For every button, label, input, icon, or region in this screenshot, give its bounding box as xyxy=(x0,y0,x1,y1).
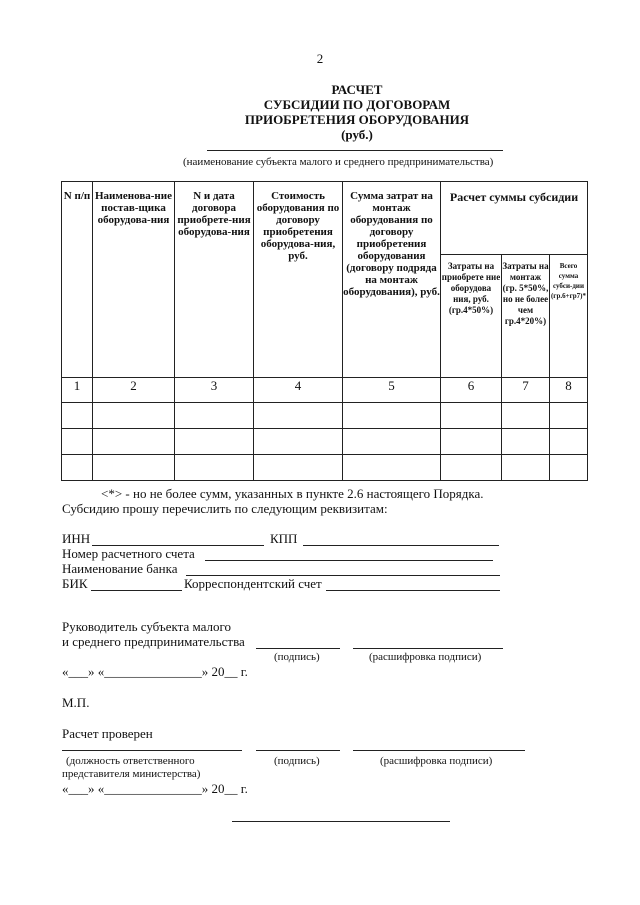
column-number: 8 xyxy=(550,378,588,403)
column-number: 4 xyxy=(254,378,343,403)
bik-field xyxy=(91,590,182,591)
subsidy-table xyxy=(61,181,588,481)
corr-account-label: Корреспондентский счет xyxy=(184,576,322,591)
corr-account-field xyxy=(326,590,500,591)
title-line-4: (руб.) xyxy=(341,127,373,142)
checked-label: Расчет проверен xyxy=(62,726,153,741)
date-line: «___» «_______________» 20__ г. xyxy=(62,664,248,679)
kpp-label: КПП xyxy=(270,531,298,546)
column-numbers-row xyxy=(62,378,588,403)
page-number: 2 xyxy=(316,51,324,66)
column-number: 2 xyxy=(93,378,175,403)
stamp-label: М.П. xyxy=(62,695,90,710)
header-number: N п/п xyxy=(62,182,93,378)
title-line-3: ПРИОБРЕТЕНИЯ ОБОРУДОВАНИЯ xyxy=(244,112,470,127)
subject-caption: (наименование субъекта малого и среднего предпринимательства) xyxy=(183,156,494,168)
table-row xyxy=(62,429,588,455)
decode-caption-2: (расшифровка подписи) xyxy=(380,755,493,767)
account-field xyxy=(205,560,493,561)
header-subsidy-group: Расчет суммы субсидии xyxy=(441,182,588,255)
head-label-line-2: и среднего предпринимательства xyxy=(62,634,245,649)
closing-line xyxy=(232,821,450,822)
title-line-2: СУБСИДИИ ПО ДОГОВОРАМ xyxy=(263,97,451,112)
header-contract: N и дата договора приобрете-ния оборудова-ния xyxy=(175,182,254,378)
header-supplier: Наименова-ние постав-щика оборудова-ния xyxy=(93,182,175,378)
checker-decode-field xyxy=(353,750,525,751)
position-field xyxy=(62,750,242,751)
head-decode-field xyxy=(353,648,503,649)
head-label-line-1: Руководитель субъекта малого xyxy=(62,619,231,634)
position-caption-line-2: представителя министерства) xyxy=(62,768,201,780)
subject-name-line xyxy=(207,150,503,151)
date-line-2: «___» «_______________» 20__ г. xyxy=(62,781,248,796)
sign-caption-2: (подпись) xyxy=(274,755,320,767)
position-caption-line-1: (должность ответственного xyxy=(66,755,195,767)
footnote: <*> - но не более сумм, указанных в пункте 2.6 настоящего Порядка. xyxy=(101,486,484,501)
table-row xyxy=(62,403,588,429)
request-text: Субсидию прошу перечислить по следующим реквизитам: xyxy=(62,501,388,516)
header-equipment-costs: Затраты на приобрете ние оборудова ния, руб. (гр.4*50%) xyxy=(441,255,502,378)
column-number: 6 xyxy=(441,378,502,403)
header-installation: Сумма затрат на монтаж оборудования по договору приобретения оборудования (договору подряда на монтаж оборудования), руб. xyxy=(343,182,441,378)
bank-label: Наименование банка xyxy=(62,561,178,576)
inn-label: ИНН xyxy=(62,531,91,546)
kpp-field xyxy=(303,545,499,546)
column-number: 1 xyxy=(62,378,93,403)
column-number: 7 xyxy=(502,378,550,403)
column-number: 5 xyxy=(343,378,441,403)
header-cost: Стоимость оборудования по договору приобретения оборудова-ния, руб. xyxy=(254,182,343,378)
head-signature-field xyxy=(256,648,340,649)
decode-caption: (расшифровка подписи) xyxy=(369,651,482,663)
title-line-1: РАСЧЕТ xyxy=(331,82,383,97)
bik-label: БИК xyxy=(62,576,88,591)
column-number: 3 xyxy=(175,378,254,403)
checker-signature-field xyxy=(256,750,340,751)
table-row xyxy=(62,455,588,481)
account-label: Номер расчетного счета xyxy=(62,546,195,561)
header-total-subsidy: Всего сумма субси-дии (гр.6+гр7)* xyxy=(550,255,588,378)
header-installation-costs: Затраты на монтаж (гр. 5*50%, но не более чем гр.4*20%) xyxy=(502,255,550,378)
sign-caption: (подпись) xyxy=(274,651,320,663)
